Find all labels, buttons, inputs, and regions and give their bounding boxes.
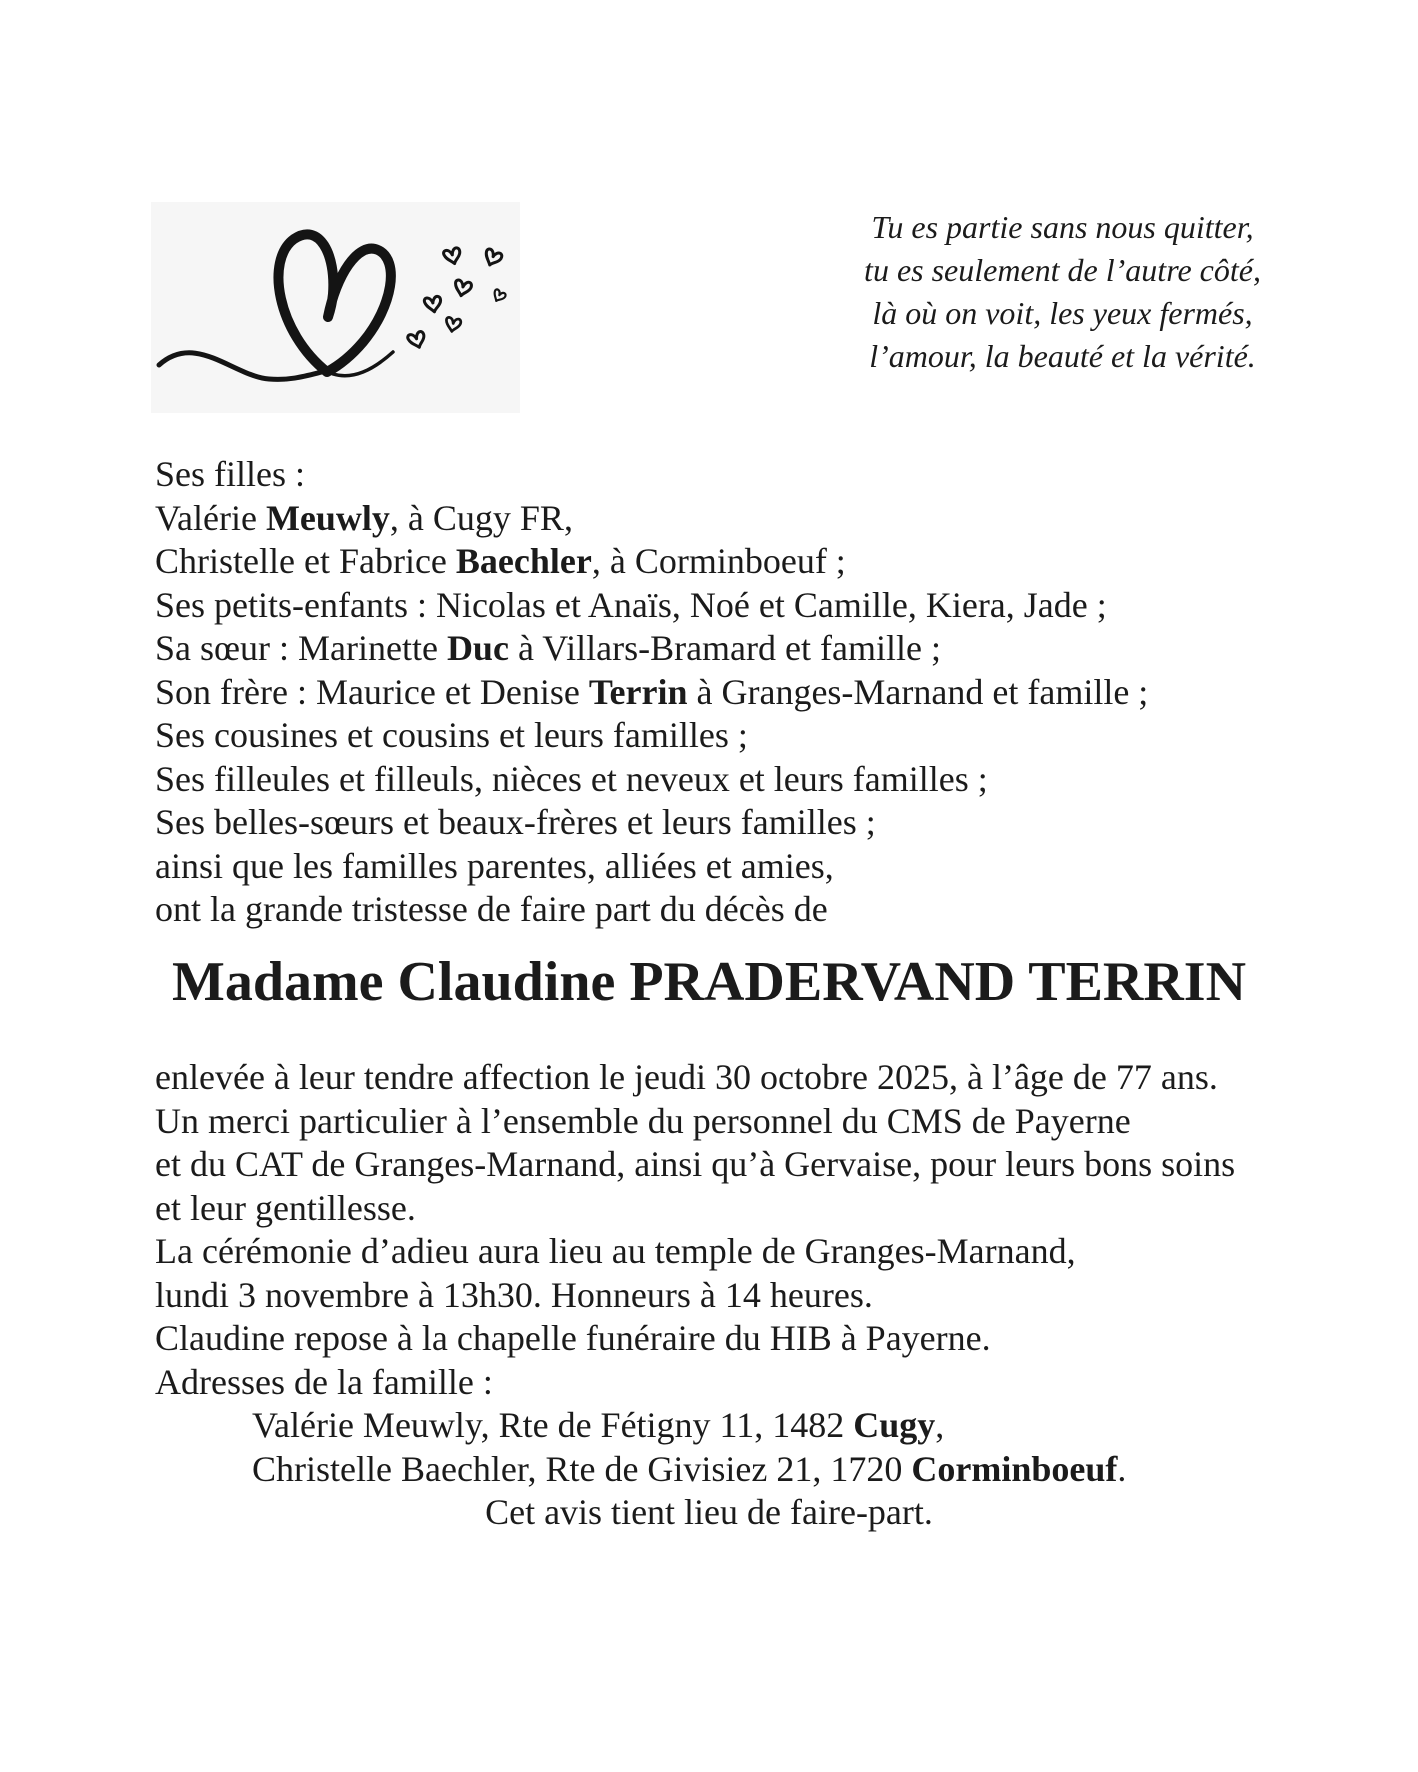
text-segment: et leur gentillesse. — [155, 1187, 416, 1228]
detail-line — [155, 1491, 1263, 1535]
family-list — [155, 453, 1275, 932]
text-segment: Ses filleules et filleuls, nièces et neveux et leurs familles ; — [155, 758, 988, 799]
detail-line — [155, 1230, 1263, 1274]
text-segment: enlevée à leur tendre affection le jeudi 30 octobre 2025, à l’âge de 77 ans. — [155, 1057, 1218, 1097]
text-segment: Valérie Meuwly, Rte de Fétigny 11, 1482 — [252, 1405, 854, 1445]
bold-name: Meuwly — [265, 497, 390, 538]
bold-name: Baechler — [455, 541, 592, 581]
detail-line — [155, 1274, 1263, 1318]
text-segment: Christelle Baechler, Rte de Givisiez 21, 1720 — [252, 1448, 912, 1489]
poem-line: là où on voit, les yeux fermés, — [872, 295, 1253, 331]
family-line — [155, 758, 1275, 802]
deceased-name-title: Madame Claudine PRADERVAND TERRIN — [171, 951, 1247, 1013]
detail-line — [155, 1404, 1263, 1448]
family-line — [155, 845, 1275, 889]
text-segment: lundi 3 novembre à 13h30. Honneurs à 14 heures. — [155, 1274, 873, 1315]
text-segment: La cérémonie d’adieu aura lieu au temple de Granges-Marnand, — [155, 1231, 1076, 1271]
text-segment: et du CAT de Granges-Marnand, ainsi qu’à Gervaise, pour leurs bons soins — [155, 1144, 1236, 1184]
family-line — [155, 627, 1275, 671]
text-segment: Sa sœur : Marinette — [155, 628, 447, 668]
bold-name: Duc — [446, 628, 509, 668]
text-segment: , à Cugy FR, — [389, 497, 573, 538]
family-line — [155, 801, 1275, 845]
bold-name: Cugy — [853, 1405, 936, 1445]
detail-line — [155, 1143, 1263, 1187]
text-segment: Un merci particulier à l’ensemble du personnel du CMS de Payerne — [155, 1100, 1131, 1141]
family-line — [155, 888, 1275, 932]
poem-line: tu es seulement de l’autre côté, — [864, 252, 1261, 288]
poem-line: l’amour, la beauté et la vérité. — [869, 338, 1256, 374]
detail-line — [155, 1187, 1263, 1231]
memorial-poem — [855, 206, 1270, 378]
bold-name: Corminboeuf — [911, 1448, 1118, 1489]
detail-line — [155, 1317, 1263, 1361]
family-line — [155, 671, 1275, 715]
text-segment: Ses filles : — [155, 454, 305, 494]
text-segment: ont la grande tristesse de faire part du décès de — [155, 889, 828, 929]
text-segment: Son frère : Maurice et Denise — [155, 671, 589, 712]
detail-line — [155, 1448, 1263, 1492]
text-segment: Ses petits-enfants : Nicolas et Anaïs, Noé et Camille, Kiera, Jade ; — [155, 584, 1107, 625]
text-segment: ainsi que les familles parentes, alliées et amies, — [155, 845, 834, 886]
family-line — [155, 453, 1275, 497]
text-segment: . — [1117, 1448, 1127, 1489]
heart-doodle-icon — [151, 202, 520, 413]
poem-line: Tu es partie sans nous quitter, — [871, 209, 1254, 245]
text-segment: Ses cousines et cousins et leurs familles ; — [155, 715, 748, 755]
text-segment: Valérie — [155, 497, 266, 538]
text-segment: Cet avis tient lieu de faire-part. — [485, 1492, 933, 1532]
heart-image — [151, 202, 520, 413]
bold-name: Terrin — [588, 671, 688, 712]
text-segment: Adresses de la famille : — [155, 1361, 493, 1402]
detail-line — [155, 1361, 1263, 1405]
text-segment: à Granges-Marnand et famille ; — [687, 671, 1149, 712]
family-line — [155, 497, 1275, 541]
family-line — [155, 714, 1275, 758]
detail-line — [155, 1100, 1263, 1144]
detail-line — [155, 1056, 1263, 1100]
text-segment: à Villars-Bramard et famille ; — [508, 628, 941, 668]
announcement-details — [155, 1056, 1263, 1535]
text-segment: Claudine repose à la chapelle funéraire du HIB à Payerne. — [155, 1318, 991, 1358]
family-line — [155, 584, 1275, 628]
text-segment: Ses belles-sœurs et beaux-frères et leurs familles ; — [155, 802, 876, 842]
text-segment: Christelle et Fabrice — [155, 541, 456, 581]
text-segment: , — [935, 1405, 945, 1445]
text-segment: , à Corminboeuf ; — [591, 541, 846, 581]
family-line — [155, 540, 1275, 584]
